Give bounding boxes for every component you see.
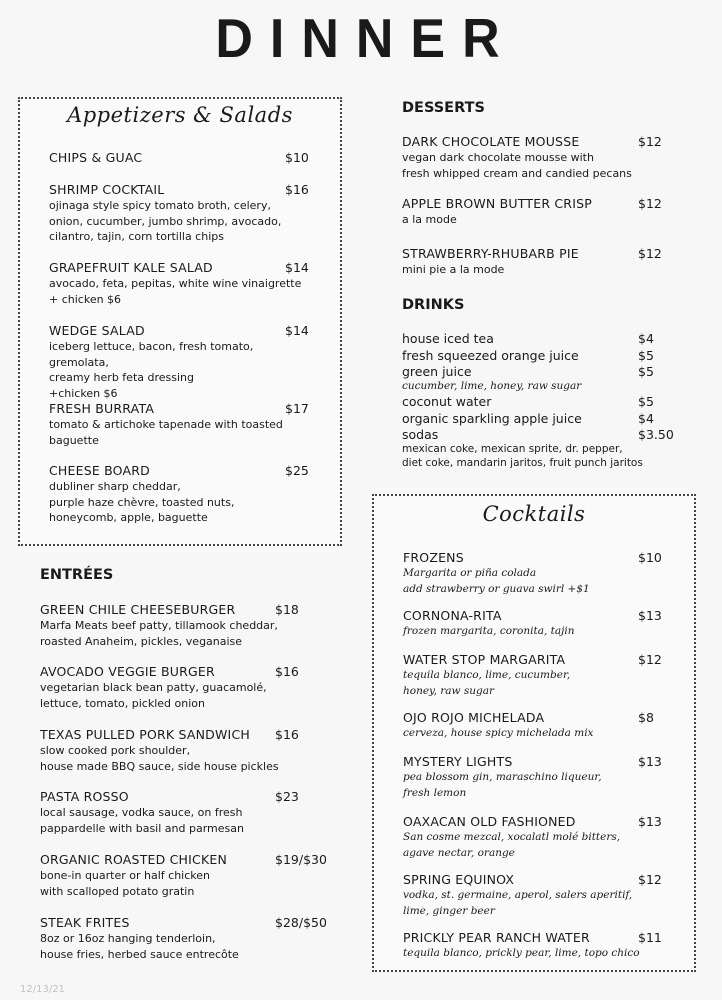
item-price: $13 <box>638 608 662 623</box>
appetizers-item <box>49 260 309 307</box>
item-name: coconut water <box>402 394 492 409</box>
entrees-item <box>40 664 326 711</box>
desserts-heading: DESSERTS <box>402 100 485 116</box>
appetizers-item <box>49 323 309 401</box>
item-name: DARK CHOCOLATE MOUSSE <box>402 134 580 149</box>
item-description: iceberg lettuce, bacon, fresh tomato, gremolata, creamy herb feta dressing +chicken $6 <box>49 340 254 400</box>
appetizers-item <box>49 401 309 448</box>
item-price: $14 <box>285 323 309 338</box>
item-name: green juice <box>402 364 472 379</box>
item-price: $16 <box>275 664 299 679</box>
item-price: $16 <box>285 182 309 197</box>
menu-title: DINNER <box>215 8 517 70</box>
item-price: $5 <box>638 364 654 379</box>
item-description: tequila blanco, prickly pear, lime, topo chico <box>403 947 640 959</box>
item-name: sodas <box>402 427 439 442</box>
cocktails-item <box>403 872 677 919</box>
item-name: APPLE BROWN BUTTER CRISP <box>402 196 592 211</box>
item-price: $12 <box>638 134 662 149</box>
item-description: bone-in quarter or half chicken with scalloped potato gratin <box>40 869 210 898</box>
item-price: $16 <box>275 727 299 742</box>
item-price: $18 <box>275 602 299 617</box>
drinks-item <box>402 394 676 409</box>
item-name: WEDGE SALAD <box>49 323 145 338</box>
item-name: CHEESE BOARD <box>49 463 150 478</box>
item-name: STRAWBERRY-RHUBARB PIE <box>402 246 579 261</box>
item-price: $5 <box>638 394 654 409</box>
item-description: cucumber, lime, honey, raw sugar <box>402 380 582 392</box>
item-description: San cosme mezcal, xocalatl molé bitters, agave nectar, orange <box>403 831 621 859</box>
entrees-heading: ENTRÉES <box>40 567 114 583</box>
item-name: SPRING EQUINOX <box>403 872 515 887</box>
item-description: vodka, st. germaine, aperol, salers aperitif, lime, ginger beer <box>403 889 633 917</box>
item-description: dubliner sharp cheddar, purple haze chèvre, toasted nuts, honeycomb, apple, baguette <box>49 480 235 524</box>
drinks-heading: DRINKS <box>402 297 465 313</box>
drinks-item <box>402 364 676 393</box>
item-name: ORGANIC ROASTED CHICKEN <box>40 852 228 867</box>
drinks-item <box>402 411 676 426</box>
item-name: house iced tea <box>402 331 494 346</box>
cocktails-item <box>403 754 677 801</box>
desserts-item <box>402 246 676 278</box>
entrees-item <box>40 789 326 836</box>
desserts-item <box>402 196 676 228</box>
entrees-item <box>40 727 326 774</box>
item-description: local sausage, vodka sauce, on fresh pappardelle with basil and parmesan <box>40 806 244 835</box>
item-description: frozen margarita, coronita, tajin <box>403 625 575 637</box>
item-description: tequila blanco, lime, cucumber, honey, raw sugar <box>403 669 571 697</box>
item-price: $19/$30 <box>275 852 327 867</box>
item-description: tomato & artichoke tapenade with toasted baguette <box>49 418 283 447</box>
item-description: a la mode <box>402 213 457 226</box>
cocktails-item <box>403 814 677 861</box>
item-name: CORNONA-RITA <box>403 608 502 623</box>
item-price: $25 <box>285 463 309 478</box>
drinks-item <box>402 427 676 470</box>
item-name: STEAK FRITES <box>40 915 130 930</box>
item-name: TEXAS PULLED PORK SANDWICH <box>40 727 250 742</box>
item-name: SHRIMP COCKTAIL <box>49 182 165 197</box>
item-price: $12 <box>638 652 662 667</box>
item-price: $4 <box>638 331 654 346</box>
item-description: vegetarian black bean patty, guacamolé, lettuce, tomato, pickled onion <box>40 681 267 710</box>
item-price: $10 <box>638 550 662 565</box>
item-name: FROZENS <box>403 550 464 565</box>
item-price: $23 <box>275 789 299 804</box>
item-price: $13 <box>638 754 662 769</box>
item-description: ojinaga style spicy tomato broth, celery, onion, cucumber, jumbo shrimp, avocado, cilantro, tajin, corn tortilla chips <box>49 199 282 243</box>
item-name: GREEN CHILE CHEESEBURGER <box>40 602 236 617</box>
item-name: WATER STOP MARGARITA <box>403 652 566 667</box>
item-price: $13 <box>638 814 662 829</box>
appetizers-heading: Appetizers & Salads <box>67 103 293 127</box>
item-price: $28/$50 <box>275 915 327 930</box>
item-name: OAXACAN OLD FASHIONED <box>403 814 576 829</box>
entrees-item <box>40 602 326 649</box>
item-name: AVOCADO VEGGIE BURGER <box>40 664 215 679</box>
item-price: $14 <box>285 260 309 275</box>
item-price: $17 <box>285 401 309 416</box>
item-name: FRESH BURRATA <box>49 401 155 416</box>
appetizers-item <box>49 182 309 245</box>
appetizers-item <box>49 463 309 526</box>
cocktails-item <box>403 652 677 699</box>
item-name: PRICKLY PEAR RANCH WATER <box>403 930 590 945</box>
drinks-item <box>402 331 676 346</box>
cocktails-item <box>403 550 677 597</box>
item-name: PASTA ROSSO <box>40 789 129 804</box>
item-name: fresh squeezed orange juice <box>402 348 579 363</box>
item-price: $8 <box>638 710 654 725</box>
entrees-item <box>40 915 326 962</box>
item-description: cerveza, house spicy michelada mix <box>403 727 594 739</box>
item-price: $4 <box>638 411 654 426</box>
cocktails-item <box>403 710 677 742</box>
cocktails-heading: Cocktails <box>482 502 586 526</box>
item-price: $12 <box>638 196 662 211</box>
cocktails-item <box>403 930 677 962</box>
item-name: CHIPS & GUAC <box>49 150 143 165</box>
item-price: $5 <box>638 348 654 363</box>
item-price: $3.50 <box>638 427 674 442</box>
item-description: pea blossom gin, maraschino liqueur, fresh lemon <box>403 771 602 799</box>
date-watermark: 12/13/21 <box>20 984 65 995</box>
item-description: 8oz or 16oz hanging tenderloin, house fries, herbed sauce entrecôte <box>40 932 239 961</box>
item-description: mexican coke, mexican sprite, dr. pepper, diet coke, mandarin jaritos, fruit punch jaritos <box>402 443 643 469</box>
item-description: Margarita or piña colada add strawberry or guava swirl +$1 <box>403 567 590 595</box>
item-name: OJO ROJO MICHELADA <box>403 710 545 725</box>
item-price: $12 <box>638 872 662 887</box>
entrees-item <box>40 852 326 899</box>
item-name: MYSTERY LIGHTS <box>403 754 513 769</box>
item-price: $12 <box>638 246 662 261</box>
item-description: slow cooked pork shoulder, house made BBQ sauce, side house pickles <box>40 744 279 773</box>
desserts-item <box>402 134 676 181</box>
item-description: vegan dark chocolate mousse with fresh whipped cream and candied pecans <box>402 151 632 180</box>
item-price: $10 <box>285 150 309 165</box>
cocktails-item <box>403 608 677 640</box>
appetizers-item <box>49 150 309 166</box>
drinks-item <box>402 348 676 363</box>
item-description: Marfa Meats beef patty, tillamook cheddar, roasted Anaheim, pickles, veganaise <box>40 619 278 648</box>
item-name: GRAPEFRUIT KALE SALAD <box>49 260 213 275</box>
item-description: avocado, feta, pepitas, white wine vinaigrette + chicken $6 <box>49 277 302 306</box>
item-description: mini pie a la mode <box>402 263 505 276</box>
item-name: organic sparkling apple juice <box>402 411 582 426</box>
item-price: $11 <box>638 930 662 945</box>
